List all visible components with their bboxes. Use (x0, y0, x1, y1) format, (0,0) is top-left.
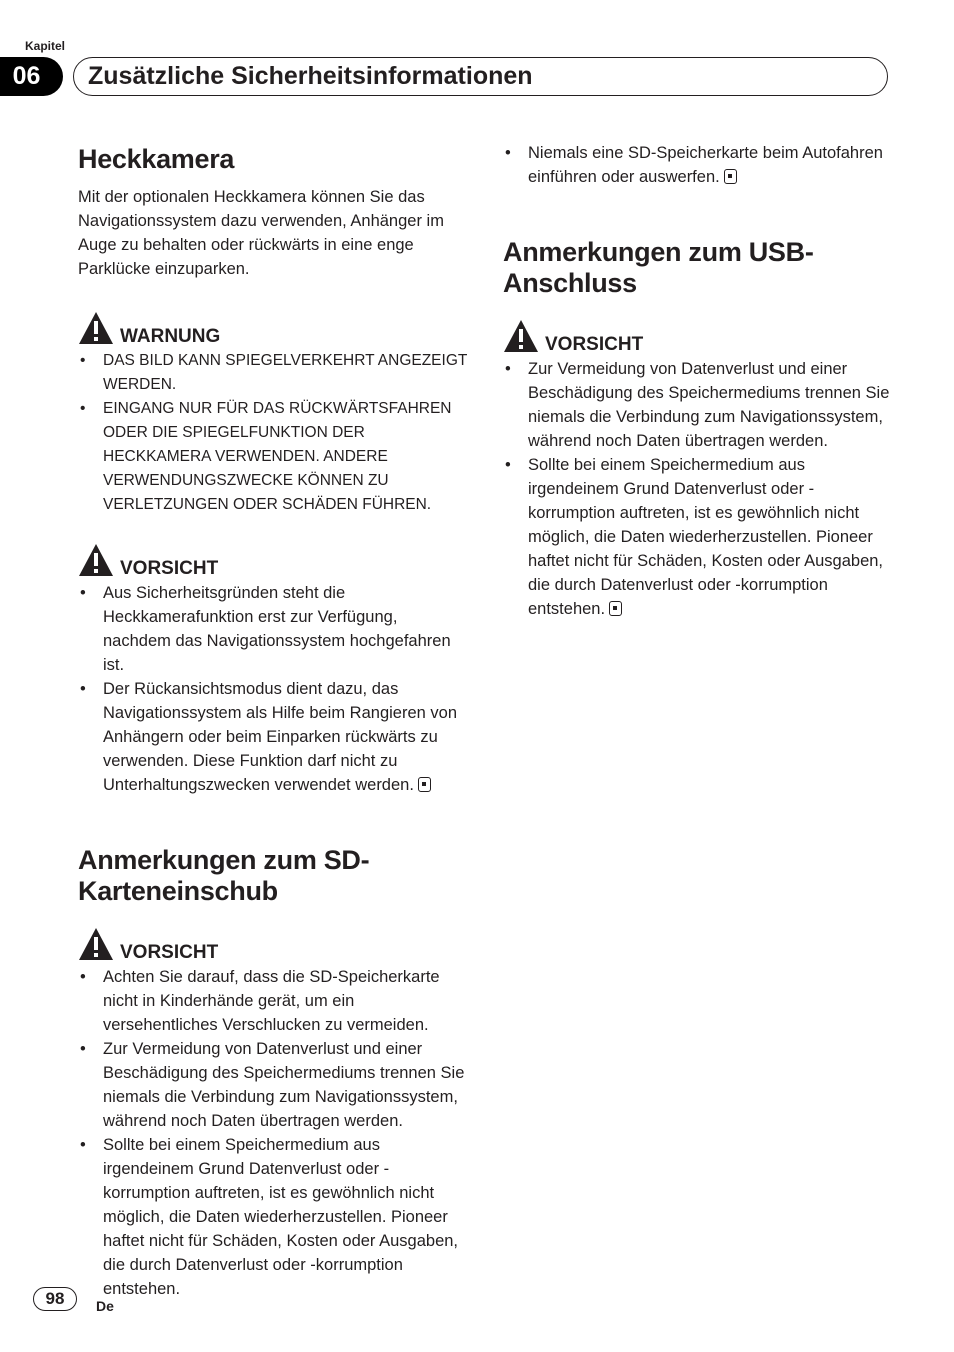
end-of-section-icon (609, 601, 622, 616)
list-item: • Niemals eine SD-Speicherkarte beim Autofahren einführen oder auswerfen. (505, 144, 883, 186)
caution-list (78, 581, 468, 797)
list-item: • DAS BILD KANN SPIEGELVERKEHRT ANGEZEIGT WERDEN. (80, 352, 468, 393)
usb-caution-list (503, 357, 893, 621)
warning-triangle-icon (78, 543, 114, 577)
usb-heading: Anmerkungen zum USB-Anschluss (503, 237, 814, 298)
end-of-section-icon (724, 169, 737, 184)
list-item: • Der Rückansichtsmodus dient dazu, das Navigationssystem als Hilfe beim Rangieren von Anhängern oder beim Einparken rückwärts zu verwenden. Diese Funktion darf nicht zu Unterhaltungszwecken verwendet werden. (80, 680, 457, 794)
caution-alert (503, 319, 893, 357)
list-item: • Zur Vermeidung von Datenverlust und einer Beschädigung des Speichermediums trennen Sie niemals die Verbindung zum Navigationssystem, während noch Daten übertragen werden. (505, 360, 890, 450)
language-code: De (96, 1298, 114, 1314)
list-item: • Sollte bei einem Speichermedium aus irgendeinem Grund Datenverlust oder -korrumption auftreten, ist es gewöhnlich nicht möglich, die Daten wiederherzustellen. Pioneer haftet nicht für Schäden, Kosten oder Ausgaben, die durch Datenverlust oder -korrumption entstehen. (505, 456, 883, 618)
caution-alert (78, 543, 468, 581)
warning-alert (78, 311, 468, 349)
list-item: • Zur Vermeidung von Datenverlust und einer Beschädigung des Speichermediums trennen Sie niemals die Verbindung zum Navigationssystem, während noch Daten übertragen werden. (80, 1040, 465, 1130)
warning-label: WARNUNG (120, 326, 221, 347)
list-item: • Aus Sicherheitsgründen steht die Heckkamerafunktion erst zur Verfügung, nachdem das Navigationssystem hochgefahren ist. (80, 584, 451, 674)
right-column (503, 141, 893, 621)
heckkamera-heading: Heckkamera (78, 144, 235, 174)
warning-triangle-icon (78, 927, 114, 961)
chapter-title: Zusätzliche Sicherheitsinformationen (73, 57, 888, 96)
kapitel-label: Kapitel (25, 39, 66, 53)
warning-list (78, 349, 468, 517)
heckkamera-intro: Mit der optionalen Heckkamera können Sie das Navigationssystem dazu verwenden, Anhänger im Auge zu behalten oder rückwärts in eine enge Parklücke einzuparken. (78, 188, 444, 278)
page-number: 98 (33, 1287, 77, 1311)
sd-heading: Anmerkungen zum SD-Karteneinschub (78, 845, 370, 906)
caution-label: VORSICHT (120, 942, 219, 963)
end-of-section-icon (418, 777, 431, 792)
left-column (78, 141, 468, 1301)
chapter-number: 06 (0, 57, 63, 96)
list-item: • Achten Sie darauf, dass die SD-Speicherkarte nicht in Kinderhände gerät, um ein versehentliches Verschlucken zu vermeiden. (80, 968, 440, 1034)
list-item: • EINGANG NUR FÜR DAS RÜCKWÄRTSFAHREN ODER DIE SPIEGELFUNKTION DER HECKKAMERA VERWENDEN. ANDERE VERWENDUNGSZWECKE KÖNNEN ZU VERLETZUNGEN ODER SCHÄDEN FÜHREN. (80, 400, 452, 513)
caution-label: VORSICHT (120, 558, 219, 579)
warning-triangle-icon (503, 319, 539, 353)
sd-caution-list (78, 965, 468, 1301)
caution-alert (78, 927, 468, 965)
list-item: • Sollte bei einem Speichermedium aus irgendeinem Grund Datenverlust oder -korrumption auftreten, ist es gewöhnlich nicht möglich, die Daten wiederherzustellen. Pioneer haftet nicht für Schäden, Kosten oder Ausgaben, die durch Datenverlust oder -korrumption entstehen. (80, 1136, 458, 1298)
sd-caution-list-continued (503, 141, 893, 189)
warning-triangle-icon (78, 311, 114, 345)
caution-label: VORSICHT (545, 334, 644, 355)
